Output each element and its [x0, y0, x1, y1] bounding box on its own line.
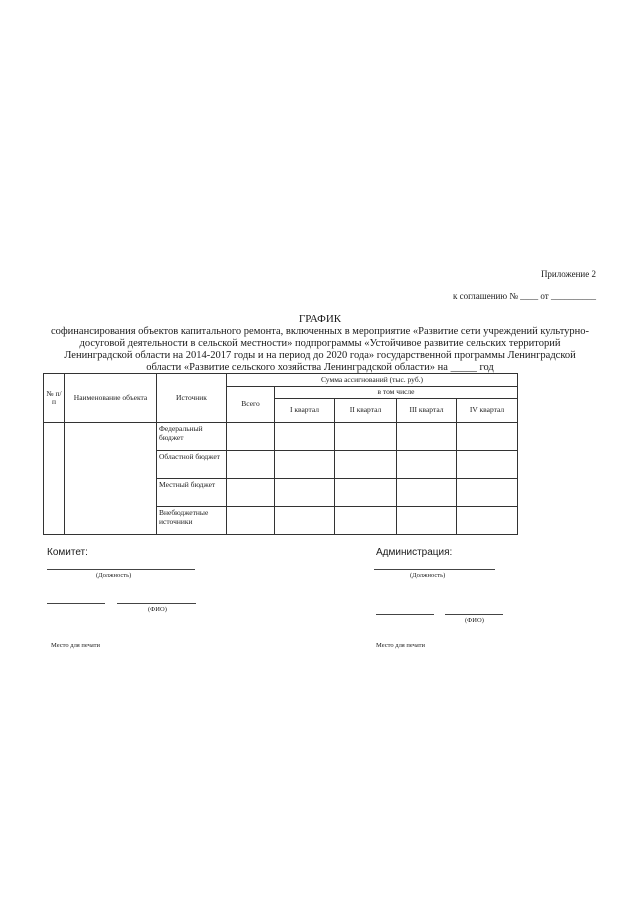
- right-fio-caption: (ФИО): [465, 617, 484, 624]
- cell-quarter[interactable]: [335, 451, 397, 479]
- right-seal-label: Место для печати: [376, 642, 425, 649]
- cell-quarter[interactable]: [397, 479, 457, 507]
- header-total: Всего: [227, 387, 275, 423]
- cell-quarter[interactable]: [335, 507, 397, 535]
- document-title: [40, 313, 600, 374]
- right-position-line[interactable]: [374, 569, 495, 570]
- cell-quarter[interactable]: [335, 423, 397, 451]
- left-fio-caption: (ФИО): [148, 606, 167, 613]
- right-fio-line[interactable]: [445, 614, 503, 615]
- header-quarter: III квартал: [397, 399, 457, 423]
- header-num: № п/п: [44, 374, 65, 423]
- cell-quarter[interactable]: [275, 451, 335, 479]
- cell-source: Внебюджетные источники: [157, 507, 227, 535]
- cell-total[interactable]: [227, 479, 275, 507]
- cell-quarter[interactable]: [457, 423, 518, 451]
- cell-quarter[interactable]: [275, 479, 335, 507]
- title-heading: ГРАФИК: [298, 313, 342, 325]
- agreement-prefix: к соглашению №: [452, 291, 518, 301]
- right-org-label: Администрация:: [376, 547, 453, 558]
- right-signature-line[interactable]: [376, 614, 434, 615]
- agreement-from: от: [540, 291, 549, 301]
- schedule-table: [43, 373, 518, 535]
- header-quarter: I квартал: [275, 399, 335, 423]
- cell-total[interactable]: [227, 507, 275, 535]
- header-quarter: II квартал: [335, 399, 397, 423]
- cell-quarter[interactable]: [457, 507, 518, 535]
- cell-source: Местный бюджет: [157, 479, 227, 507]
- agreement-line: к соглашению № ____ от __________: [452, 291, 596, 301]
- left-signature-line[interactable]: [47, 603, 105, 604]
- header-object-name: Наименование объекта: [65, 374, 157, 423]
- cell-quarter[interactable]: [275, 423, 335, 451]
- cell-total[interactable]: [227, 423, 275, 451]
- cell-quarter[interactable]: [397, 507, 457, 535]
- header-sum: Сумма ассигнований (тыс. руб.): [227, 374, 518, 387]
- header-including: в том числе: [275, 387, 518, 399]
- left-position-line[interactable]: [47, 569, 195, 570]
- cell-num[interactable]: [44, 423, 65, 535]
- cell-source: Областной бюджет: [157, 451, 227, 479]
- header-source: Источник: [157, 374, 227, 423]
- title-line-prefix: области «Развитие сельского хозяйства Ленинградской области» на: [146, 362, 448, 373]
- header-quarter: IV квартал: [457, 399, 518, 423]
- right-position-caption: (Должность): [410, 572, 446, 579]
- cell-quarter[interactable]: [457, 451, 518, 479]
- title-line: Ленинградской области на 2014-2017 годы и на период до 2020 года» государственной программы Ленинградской: [64, 350, 576, 361]
- table-row: [44, 423, 518, 451]
- cell-source: Федеральный бюджет: [157, 423, 227, 451]
- cell-quarter[interactable]: [335, 479, 397, 507]
- left-org-label: Комитет:: [47, 547, 88, 558]
- title-line: досуговой деятельности в сельской местности» подпрограммы «Устойчивое развитие сельских территорий: [79, 338, 561, 349]
- cell-quarter[interactable]: [275, 507, 335, 535]
- cell-total[interactable]: [227, 451, 275, 479]
- table-header-row: [44, 374, 518, 387]
- title-line: области «Развитие сельского хозяйства Ленинградской области» на _____ год: [146, 362, 494, 373]
- left-position-caption: (Должность): [96, 572, 132, 579]
- cell-quarter[interactable]: [397, 451, 457, 479]
- left-fio-line[interactable]: [117, 603, 196, 604]
- cell-object-name[interactable]: [65, 423, 157, 535]
- left-seal-label: Место для печати: [51, 642, 100, 649]
- appendix-label: Приложение 2: [540, 269, 596, 279]
- cell-quarter[interactable]: [397, 423, 457, 451]
- cell-quarter[interactable]: [457, 479, 518, 507]
- title-line: софинансирования объектов капитального ремонта, включенных в мероприятие «Развитие сети учреждений культурно-: [50, 326, 590, 337]
- title-line-suffix: год: [479, 362, 494, 373]
